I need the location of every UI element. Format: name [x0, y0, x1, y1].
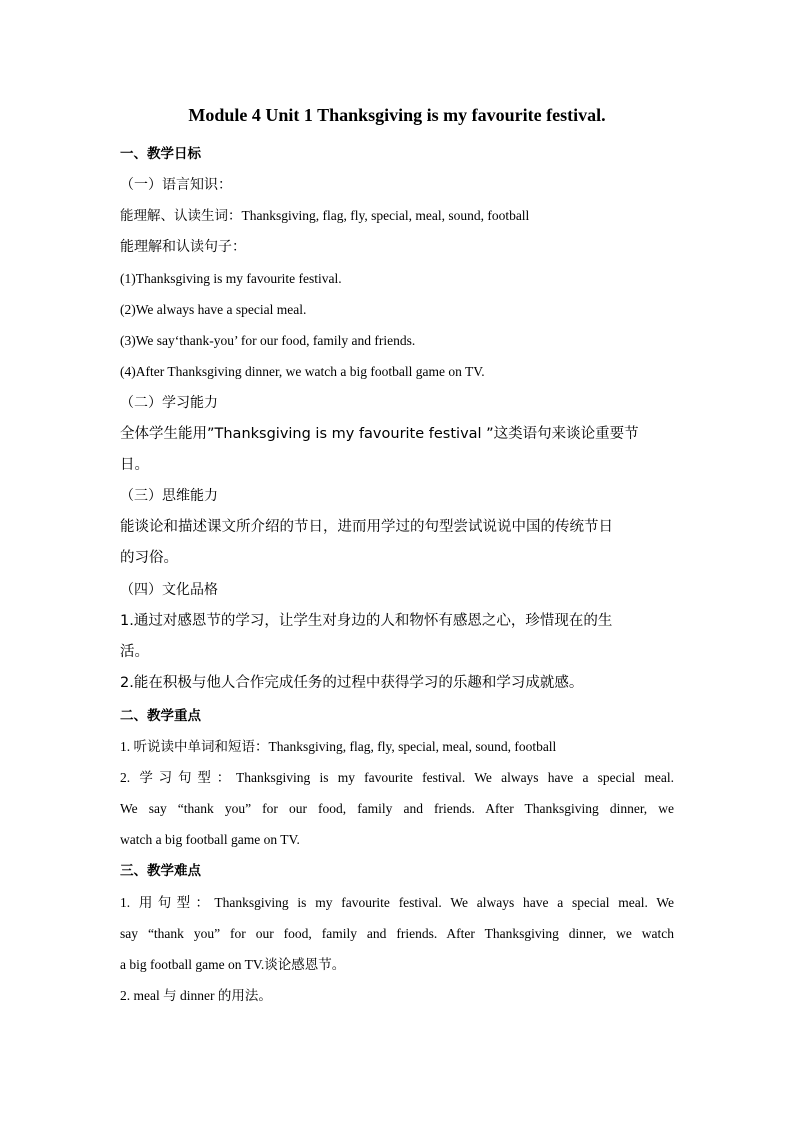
text-line-sentences-intro: 能理解和认读句子：: [120, 239, 246, 255]
text-line-cultural-1: 1.通过对感恩节的学习，让学生对身边的人和物怀有感恩之心，珍惜现在的生: [120, 613, 613, 629]
text-line-sentence-1: (1)Thanksgiving is my favourite festival.: [120, 271, 342, 286]
section-heading-key-points: 二、教学重点: [120, 708, 201, 724]
page-title: Module 4 Unit 1 Thanksgiving is my favourite festival.: [188, 105, 606, 125]
text-line-sentence-4: (4)After Thanksgiving dinner, we watch a big football game on TV.: [120, 364, 485, 379]
text-line-key-point-2-end: watch a big football game on TV.: [120, 832, 300, 847]
text-line-thinking-ability: 能谈论和描述课文所介绍的节日，进而用学过的句型尝试说说中国的传统节日: [120, 519, 613, 535]
text-line-key-point-2: 2. 学习句型：Thanksgiving is my favourite festival. We always have a special meal.: [120, 770, 674, 785]
text-line-difficulty-2: 2. meal 与 dinner 的用法。: [120, 988, 272, 1003]
section-heading-difficulties: 三、教学难点: [120, 863, 201, 879]
text-line-thinking-ability-cont: 的习俗。: [120, 550, 178, 566]
subheading-thinking-ability: （三）思维能力: [120, 488, 218, 504]
subheading-cultural-character: （四）文化品格: [120, 582, 218, 598]
text-line-key-point-2-cont: We say “thank you” for our food, family and friends. After Thanksgiving dinner, we: [120, 801, 674, 816]
text-line-sentence-2: (2)We always have a special meal.: [120, 302, 307, 317]
text-line-difficulty-1-end: a big football game on TV.谈论感恩节。: [120, 957, 346, 972]
text-line-learning-ability: 全体学生能用”Thanksgiving is my favourite festival ”这类语句来谈论重要节: [120, 426, 639, 442]
text-line-sentence-3: (3)We say‘thank-you’ for our food, family and friends.: [120, 333, 416, 348]
text-line-cultural-2: 2.能在积极与他人合作完成任务的过程中获得学习的乐趣和学习成就感。: [120, 675, 584, 691]
text-line-cultural-1-cont: 活。: [120, 644, 149, 660]
section-heading-teaching-goals: 一、教学日标: [120, 146, 201, 162]
subheading-language-knowledge: （一）语言知识：: [120, 177, 232, 193]
text-line-difficulty-1-cont: say “thank you” for our food, family and friends. After Thanksgiving dinner, we watch: [120, 926, 674, 941]
text-line-key-point-1: 1. 听说读中单词和短语：Thanksgiving, flag, fly, special, meal, sound, football: [120, 739, 557, 754]
text-line-learning-ability-cont: 日。: [120, 457, 149, 473]
text-line-vocabulary: 能理解、认读生词：Thanksgiving, flag, fly, special, meal, sound, football: [120, 208, 530, 223]
subheading-learning-ability: （二）学习能力: [120, 395, 218, 411]
text-line-difficulty-1: 1. 用句型：Thanksgiving is my favourite festival. We always have a special meal. We: [120, 895, 674, 910]
